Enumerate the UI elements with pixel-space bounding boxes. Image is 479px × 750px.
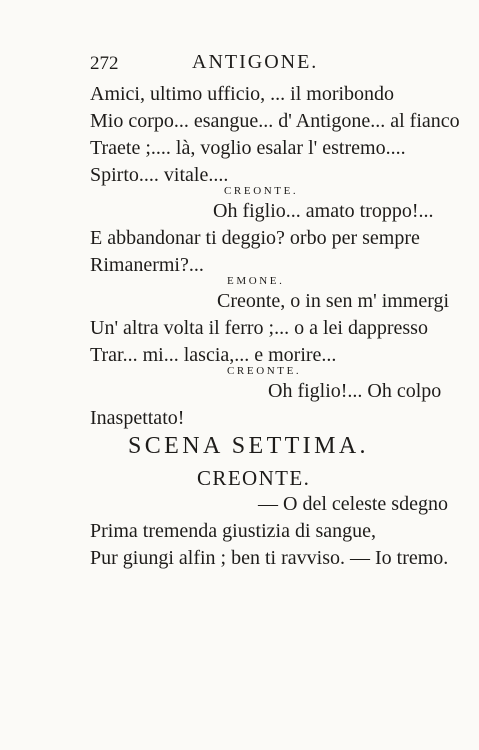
verse-line: Inaspettato!: [90, 407, 185, 429]
verse-line: Amici, ultimo ufficio, ... il moribondo: [90, 83, 395, 105]
running-title: ANTIGONE.: [192, 51, 319, 73]
verse-line: Prima tremenda giustizia di sangue,: [90, 520, 377, 542]
verse-line: Trar... mi... lascia,... e morire...: [90, 344, 337, 366]
page-number: 272: [90, 53, 119, 74]
verse-line: — O del celeste sdegno: [258, 493, 448, 515]
verse-line: E abbandonar ti deggio? orbo per sempre: [90, 227, 420, 249]
verse-line: Mio corpo... esangue... d' Antigone... al fianco: [90, 110, 460, 132]
speaker-label: EMONE.: [227, 275, 285, 287]
verse-line: Oh figlio!... Oh colpo: [268, 380, 442, 402]
scene-speaker: CREONTE.: [197, 466, 311, 490]
scene-title: SCENA SETTIMA.: [128, 433, 369, 459]
speaker-label: CREONTE.: [224, 185, 299, 197]
verse-line: Creonte, o in sen m' immergi: [217, 290, 450, 312]
verse-line: Oh figlio... amato troppo!...: [213, 200, 434, 222]
verse-line: Traete ;.... là, voglio esalar l' estremo....: [90, 137, 406, 159]
verse-line: Un' altra volta il ferro ;... o a lei dappresso: [90, 317, 428, 339]
verse-line: Pur giungi alfin ; ben ti ravviso. — Io tremo.: [90, 547, 449, 569]
verse-line: Spirto.... vitale....: [90, 164, 229, 186]
verse-line: Rimanermi?...: [90, 254, 204, 276]
speaker-label: CREONTE.: [227, 365, 302, 377]
